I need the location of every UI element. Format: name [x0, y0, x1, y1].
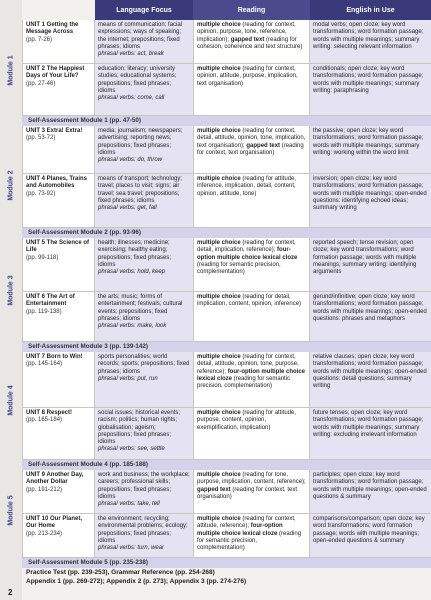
- phrasal-verbs: phrasal verbs: get, fall: [98, 205, 157, 212]
- language-focus-text: media; journalism; newspapers; advertising; reporting news; prepositions; fixed phrases; idioms: [98, 128, 183, 156]
- module-4-label: Module 4: [7, 384, 15, 416]
- unit-title: UNIT 4 Planes, Trains and Automobiles: [26, 176, 88, 190]
- unit-pages: (pp. 119-138): [26, 308, 62, 315]
- reading-type-2: four-option multiple choice lexical cloze: [197, 368, 306, 382]
- english-in-use-text: participles; open cloze; key word transformations; word formation passage; words with multiple meanings; open-ended questions & summary: [310, 470, 431, 514]
- reading-type: multiple choice: [197, 66, 241, 72]
- reading-text: (reading for tone, purpose, implication, content, reference);: [197, 472, 306, 486]
- reading-text-2: (reading for semantic precision, complementation): [197, 530, 302, 552]
- reading-type: multiple choice: [197, 354, 241, 360]
- language-focus-text: the environment; recycling; environmental problems; ecology; prepositions; fixed phrases; idioms: [98, 516, 188, 544]
- language-focus-text: means of communication; facial expressions; ways of speaking; the internet; prepositions; fixed phrases; idioms: [98, 22, 183, 50]
- english-in-use-text: reported speech; tense revision; open cloze; key word transformations; word formation passage; words with multiple meanings; summary writing: identifying arguments: [310, 238, 431, 292]
- phrasal-verbs: phrasal verbs: put, run: [98, 375, 158, 382]
- unit-title: UNIT 3 Extra! Extra!: [26, 128, 83, 134]
- phrasal-verbs: phrasal verbs: see, settle: [98, 446, 165, 453]
- reading-type: multiple choice: [197, 294, 241, 300]
- unit-row: [22, 292, 431, 342]
- self-assessment-1: Self-Assessment Module 1 (pp. 47-50): [22, 116, 431, 126]
- module-5-label: Module 5: [7, 494, 15, 526]
- phrasal-verbs: phrasal verbs: do, throw: [98, 157, 163, 164]
- reading-text-2: (reading for cohesion, coherence and text structure): [197, 36, 303, 50]
- module-3-label: Module 3: [7, 274, 15, 306]
- module-1-label: Module 1: [7, 54, 15, 86]
- english-in-use-text: the passive; open cloze; key word transformations; word formation passage; words with multiple meanings; summary writing: working within the word limit: [310, 126, 431, 174]
- phrasal-verbs: phrasal verbs: make, look: [98, 323, 167, 330]
- unit-row: [22, 238, 431, 292]
- language-focus-text: sports personalities; world records; sports; prepositions; fixed phrases; idioms: [98, 354, 190, 375]
- unit-pages: (pp. 27-46): [26, 80, 56, 87]
- unit-row: [22, 470, 431, 514]
- unit-title: UNIT 1 Getting the Message Across: [26, 22, 79, 36]
- reading-text: (reading for detail, implication, content, opinion, inference): [197, 294, 302, 308]
- unit-pages: (pp. 191-212): [26, 486, 63, 493]
- reading-text: (reading for context, opinion, purpose, tone, reference, implication);: [197, 22, 296, 43]
- module-2-label: Module 2: [7, 169, 15, 201]
- unit-title: UNIT 10 Our Planet, Our Home: [26, 516, 83, 530]
- self-assessment-5: Self-Assessment Module 5 (pp. 235-238): [22, 558, 431, 568]
- self-assessment-2: Self-Assessment Module 2 (pp. 93-96): [22, 228, 431, 238]
- unit-title: UNIT 2 The Happiest Days of Your Life?: [26, 66, 85, 80]
- unit-row: [22, 408, 431, 460]
- phrasal-verbs: phrasal verbs: act, break: [98, 51, 164, 58]
- english-in-use-text: inversion; open cloze; key word transformations; word formation passage; words with multiple meanings; open-ended questions: identifying echoed ideas; summary writing: [310, 174, 431, 228]
- unit-row: [22, 174, 431, 228]
- unit-title: UNIT 8 Respect!: [26, 410, 73, 416]
- reading-text-2: (reading for semantic precision, complementation): [197, 375, 291, 390]
- reading-text: (reading for attitude, purpose, content, opinion, exemplification, implication): [197, 410, 297, 431]
- reading-text: (reading for context, detail, attitude, opinion, tone, implication, text organisation);: [197, 128, 306, 149]
- header-english-in-use: English in Use: [310, 0, 431, 20]
- language-focus-text: education; literacy; university studies; educational systems; prepositions; fixed phrases; idioms: [98, 66, 177, 94]
- unit-title: UNIT 9 Another Day, Another Dollar: [26, 472, 84, 486]
- table-header: [95, 0, 431, 20]
- unit-pages: (pp. 7-26): [26, 36, 53, 43]
- reading-type: multiple choice: [197, 240, 241, 246]
- language-focus-text: social issues; historical events; racism; politics; human rights; globalisation; ageism; prepositions; fixed phrases; idioms: [98, 410, 181, 446]
- language-focus-text: the arts; music; forms of entertainment; festivals; cultural events; prepositions; fixed phrases; idioms: [98, 294, 183, 322]
- reading-type-2: gapped text: [197, 486, 231, 493]
- language-focus-text: health; illnesses; medicine; exercising; healthy eating; prepositions; fixed phrases; idioms: [98, 240, 172, 268]
- unit-pages: (pp. 145-164): [26, 361, 63, 368]
- self-assessment-3: Self-Assessment Module 3 (pp. 139-142): [22, 342, 431, 352]
- reading-text: (reading for context, attitude, reference);: [197, 516, 296, 530]
- reading-text: (reading for attitude, inference, implication, detail, content, opinion, attitude, tone): [197, 176, 297, 197]
- unit-pages: (pp. 165-184): [26, 417, 63, 424]
- english-in-use-text: comparisons/comparison; open cloze; key word transformations; word formation passage; words with multiple meanings; open-ended questions & summary: [310, 514, 431, 558]
- footer-line-1: Practice Test (pp. 239-253), Grammar Reference (pp. 254-268): [26, 569, 215, 576]
- reading-type: multiple choice: [197, 410, 241, 416]
- unit-pages: (pp. 213-234): [26, 530, 63, 537]
- reading-text: (reading for context, detail, attitude, opinion, tone, purpose, reference);: [197, 354, 299, 375]
- reading-text-2: (reading for context, text organisation): [197, 486, 298, 500]
- unit-row: [22, 126, 431, 174]
- unit-title: UNIT 7 Born to Win!: [26, 354, 83, 360]
- unit-pages: (pp. 53-72): [26, 135, 56, 142]
- phrasal-verbs: phrasal verbs: take, tell: [98, 501, 160, 508]
- footer-line-2: Appendix 1 (pp. 269-272); Appendix 2 (p. 273); Appendix 3 (pp. 274-276): [26, 578, 247, 585]
- unit-row: [22, 64, 431, 116]
- footer: [22, 568, 431, 586]
- unit-row: [22, 514, 431, 558]
- reading-type: multiple choice: [197, 516, 241, 522]
- reading-type: multiple choice: [197, 128, 241, 134]
- reading-type-2: gapped text: [246, 142, 281, 149]
- unit-pages: (pp. 73-92): [26, 190, 56, 197]
- language-focus-text: work and business; the workplace; careers; professional skills; prepositions; fixed phrases; idioms: [98, 472, 190, 500]
- english-in-use-text: conditionals; open cloze; key word transformations; word formation passage; words with multiple meanings; summary writing: paraphrasing: [310, 64, 431, 116]
- reading-type-2: four-option multiple choice lexical cloze: [197, 247, 298, 261]
- header-reading: Reading: [193, 0, 310, 20]
- header-language-focus: Language Focus: [95, 0, 193, 20]
- unit-title: UNIT 5 The Science of Life: [26, 240, 90, 254]
- reading-text: (reading for context, detail, implication, reference);: [197, 240, 296, 254]
- reading-text-2: (reading for context, text organisation): [197, 142, 304, 156]
- reading-text-2: (reading for semantic precision, complementation): [197, 261, 281, 276]
- unit-row: [22, 20, 431, 64]
- phrasal-verbs: phrasal verbs: turn, wear: [98, 545, 165, 552]
- reading-type: multiple choice: [197, 22, 241, 28]
- reading-text: (reading for context, opinion, attitude, purpose, implication, text organisation): [197, 66, 298, 87]
- reading-type-2: four-option multiple choice lexical cloze: [197, 523, 283, 537]
- unit-title: UNIT 6 The Art of Entertainment: [26, 294, 75, 308]
- phrasal-verbs: phrasal verbs: hold, keep: [98, 269, 166, 276]
- unit-row: [22, 352, 431, 408]
- self-assessment-4: Self-Assessment Module 4 (pp. 185-188): [22, 460, 431, 470]
- language-focus-text: means of transport; technology; travel; places to visit; signs; air travel; sea travel; prepositions; fixed phrases; idioms: [98, 176, 183, 204]
- english-in-use-text: gerund/infinitive; open cloze; key word transformations; word formation passage; words with multiple meanings; open-ended questions: phrases and metaphors: [310, 292, 431, 342]
- english-in-use-text: relative clauses; open cloze; key word transformations; word formation passage; words with multiple meanings; open-ended questions: detail questions; summary writing: [310, 352, 431, 408]
- phrasal-verbs: phrasal verbs: come, call: [98, 95, 165, 102]
- reading-type: multiple choice: [197, 472, 241, 478]
- unit-pages: (pp. 99-118): [26, 254, 59, 261]
- reading-type: multiple choice: [197, 176, 241, 182]
- page-number: 2: [8, 588, 13, 597]
- english-in-use-text: modal verbs; open cloze; key word transformations; word formation passage; words with multiple meanings; summary writing: selecting relevant information: [310, 20, 431, 64]
- reading-type-2: gapped text: [230, 36, 265, 43]
- english-in-use-text: future tenses; open cloze; key word transformations; word formation passage; words with multiple meanings; summary writing: excluding irrelevant information: [310, 408, 431, 460]
